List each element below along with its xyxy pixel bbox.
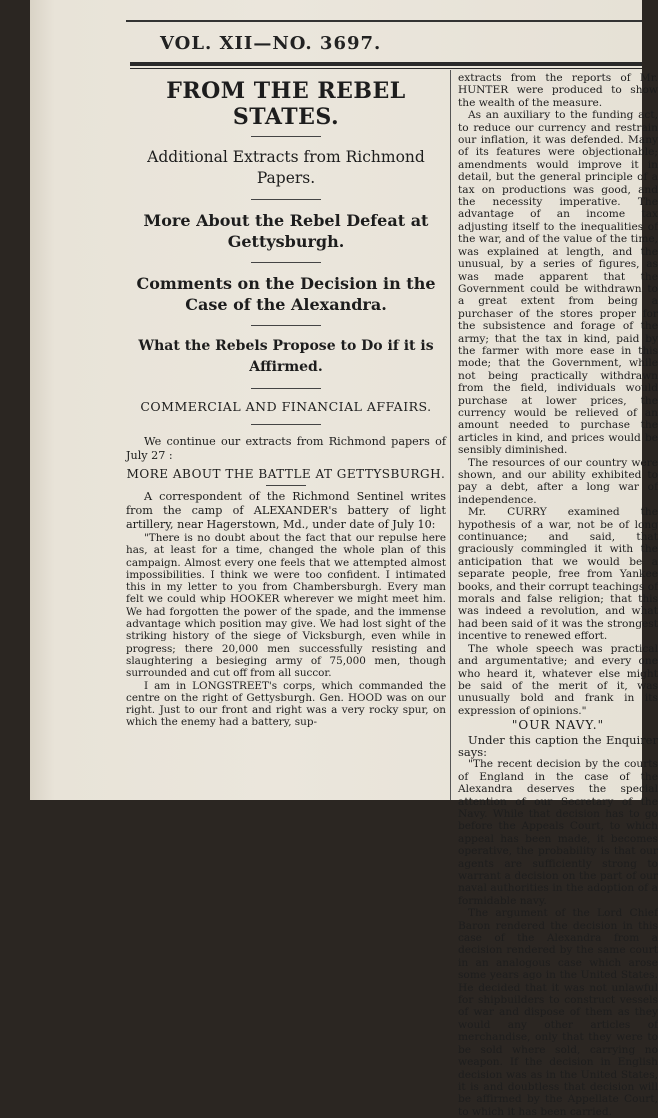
subhead-our-navy: "OUR NAVY." [511,718,605,733]
right-paragraph-1: extracts from the reports of Mr. HUNTER were produced to show the wealth of the measure. [458,72,658,109]
subhead-battle: MORE ABOUT THE BATTLE AT GETTYSBURGH. [126,467,446,481]
separator [251,136,321,137]
deck-alexandra: Comments on the Decision in the Case of the Alexandra. [136,274,436,314]
deck-richmond-papers: Additional Extracts from Richmond Papers. [147,148,425,187]
volume-number: VOL. XII—NO. 3697. [160,33,382,54]
column-left [126,74,446,729]
newspaper-page [30,0,658,1118]
deck-commercial: COMMERCIAL AND FINANCIAL AFFAIRS. [140,399,432,414]
top-rule [126,20,642,22]
article-paragraph-3: I am in LONGSTREET's corps, which commanded the centre on the right of Gettysburgh. Gen. HOOD was on our right. Just to our front and right was a very rocky spur, on which the enemy had a battery, sup- [126,679,446,729]
separator [251,262,321,263]
separator [266,485,306,486]
article-paragraph-1: A correspondent of the Richmond Sentinel writes from the camp of ALEXANDER's battery of light artillery, near Hagerstown, Md., under date of July 10: [126,490,446,531]
right-paragraph-5: The whole speech was practical and argumentative; and every one who heard it, whatever else might be said of the merit of it, was unusually bold and frank in its expression of opinions." [458,642,658,717]
column-right [458,72,658,1118]
right-paragraph-2: As an auxiliary to the funding act, to reduce our currency and restrain our inflation, it was defended. Many of its features were objectionable; amendments would improve it in detail, but the general principle of a tax on productions was good, and the necessity imperative. The advantage of an income tax adjusting itself to the inequalities of the war, and of the value of the time, was explained at length, and the unusual, by a series of figures, as was made apparent that the Government could be withdrawn to a great extent from being a purchaser of the stores proper for the subsistence and forage of the army; that the tax in kind, paid by the farmer with more ease in this mode; that the Government, while not being practically withdrawn from the field, individuals would purchase at lower prices, the currency would be relieved of an amount needed to purchase the articles in kind, and prices would be sensibly diminished. [458,109,658,457]
masthead-rule-thick [130,62,642,66]
deck-rebel-defeat: More About the Rebel Defeat at Gettysburgh. [143,211,429,251]
right-paragraph-7: "The recent decision by the courts of England in the case of the Alexandra deserves the special attention of our Secretary of the Navy. While that decision has to go before the Appeals Court, to which appeal has been made, it becomes operative, the probability is that our agents are sufficiently strong to warrant a decision on the part of our naval authorities in the adoption of a formidable navy. [458,758,658,907]
separator [251,424,321,425]
right-paragraph-3: The resources of our country were shown, and our ability exhibited to pay a debt, after a long war of independence. [458,456,658,506]
right-paragraph-8: The argument of the Lord Chief Baron rendered the decision in this case of the Alexandra from a decision rendered by the same court in an analogous case which arose some years ago in the United States. He decided that it was not unlawful for shipbuilders to construct vessels of war and dispose of them as they would any other articles of merchandise, only that they were to be sold where sold, carrying no weapon. If the decision in English decision was as in the United States, it is and doubtless that decision will be affirmed by the Appellate Court, to which it has been carried. [458,907,658,1118]
separator [251,388,321,389]
masthead-rule-thin [130,68,642,69]
column-divider [450,70,451,800]
right-paragraph-4: Mr. CURRY examined the hypothesis of a war, not be of long continuance; and said, that graciously commingled it with the anticipation that we would be a separate people, free from Yankee books, and their corrupt teachings of morals and false religion; that this was indeed a revolution, and what had been said of it was the strongest incentive to renewed effort. [458,506,658,643]
deck-rebels-propose: What the Rebels Propose to Do if it is Affirmed. [138,338,434,375]
separator [251,199,321,200]
headline: FROM THE REBEL STATES. [166,78,406,130]
article-paragraph-2: "There is no doubt about the fact that our repulse here has, at least for a time, changed the whole plan of this campaign. Almost every one feels that we attempted almost impossibilities. I think we were too confident. I intimated this in my letter to you from Chambersburgh. Every man felt we could whip HOOKER wherever we might meet him. We had forgotten the power of the spade, and the immense advantage which position may give. We had lost sight of the striking history of the siege of Vicksburgh, even while in progress; there 20,000 men successfully resisting and slaughtering a besieging army of 75,000 men, though surrounded and cut off from all succor. [126,532,446,680]
intro-paragraph: We continue our extracts from Richmond papers of July 27 : [126,435,446,462]
separator [251,325,321,326]
right-paragraph-6: Under this caption the Enquirer says: [458,732,658,759]
